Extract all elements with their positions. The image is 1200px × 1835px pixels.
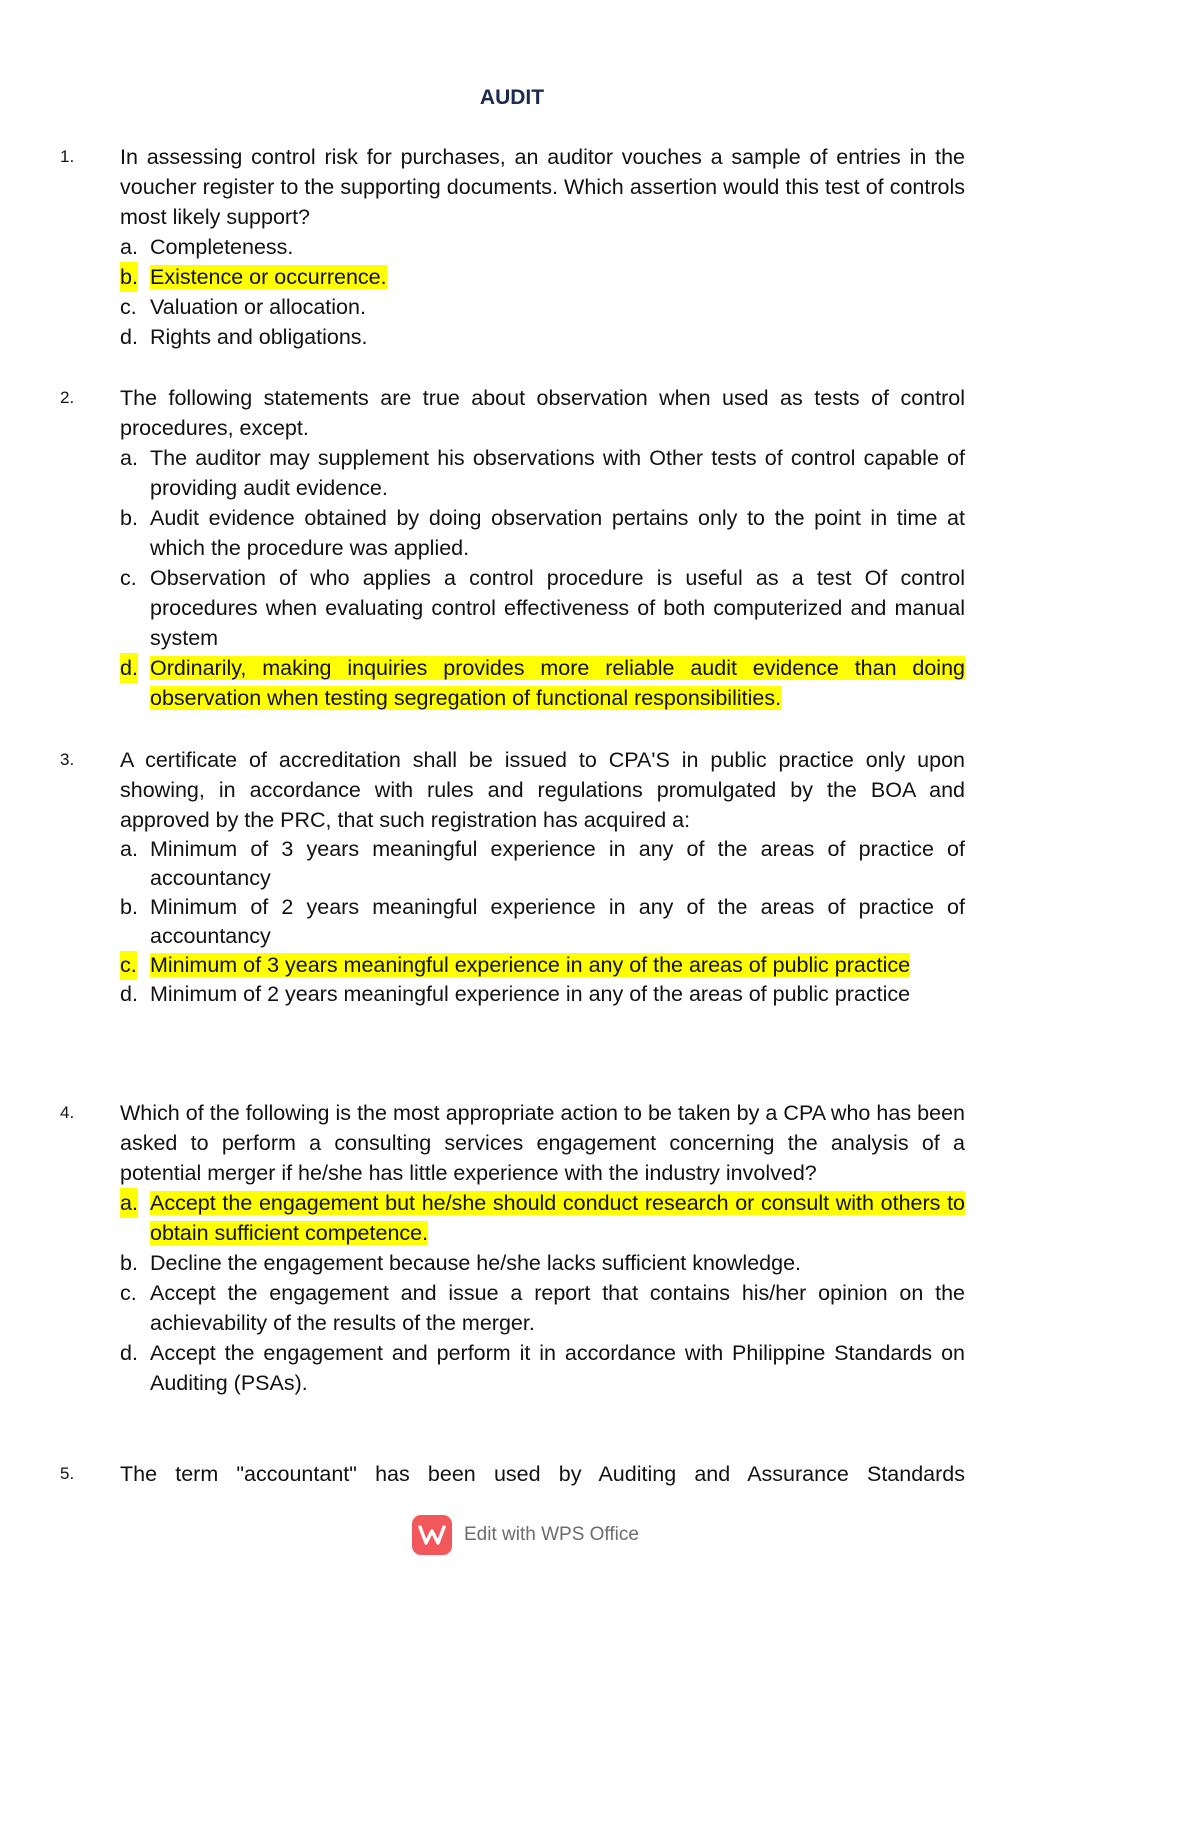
question-number: 2. <box>60 388 75 407</box>
wps-office-logo-icon <box>412 1515 452 1555</box>
question-number: 1. <box>60 147 75 166</box>
option-text: Decline the engagement because he/she lacks sufficient knowledge. <box>150 1251 801 1275</box>
wps-watermark <box>412 1515 639 1555</box>
option-c <box>120 1278 965 1338</box>
option-b <box>120 262 965 292</box>
option-letter: b. <box>120 1251 138 1275</box>
question-4 <box>120 1098 965 1398</box>
option-list <box>120 1188 965 1398</box>
option-b <box>120 893 965 951</box>
option-d <box>120 322 965 352</box>
option-letter: a. <box>120 446 138 470</box>
page-title: AUDIT <box>479 86 545 109</box>
option-letter: c. <box>120 566 137 590</box>
option-a <box>120 1188 965 1248</box>
option-letter: a. <box>120 1188 138 1218</box>
option-letter: c. <box>120 1281 137 1305</box>
option-a <box>120 443 965 503</box>
option-b <box>120 1248 965 1278</box>
question-text: The term "accountant" has been used by Auditing and Assurance Standards <box>120 1462 965 1486</box>
option-letter: a. <box>120 837 138 861</box>
option-text: Completeness. <box>150 235 294 259</box>
option-letter: b. <box>120 895 138 919</box>
option-list <box>120 835 965 1009</box>
option-letter: d. <box>120 653 138 683</box>
question-number: 5. <box>60 1464 75 1483</box>
question-text: In assessing control risk for purchases, an auditor vouches a sample of entries in the voucher register to the supporting documents. Which assertion would this test of controls most likely support? <box>120 145 965 229</box>
option-letter: c. <box>120 951 137 980</box>
option-text: The auditor may supplement his observations with Other tests of control capable of providing audit evidence. <box>150 446 965 500</box>
question-number: 4. <box>60 1103 75 1122</box>
question-2 <box>120 383 965 713</box>
option-letter: d. <box>120 325 138 349</box>
option-d <box>120 980 965 1009</box>
option-c <box>120 563 965 653</box>
option-letter: b. <box>120 262 138 292</box>
option-text-highlighted: Existence or occurrence. <box>150 265 387 289</box>
option-letter: d. <box>120 1341 138 1365</box>
option-text: Valuation or allocation. <box>150 295 366 319</box>
option-c <box>120 292 965 322</box>
option-text: Minimum of 2 years meaningful experience in any of the areas of public practice <box>150 982 911 1006</box>
question-text: A certificate of accreditation shall be issued to CPA'S in public practice only upon showing, in accordance with rules and regulations promulgated by the BOA and approved by the PRC, that such registration has acquired a: <box>120 748 965 832</box>
option-list <box>120 232 965 352</box>
option-text: Audit evidence obtained by doing observation pertains only to the point in time at which the procedure was applied. <box>150 506 965 560</box>
option-a <box>120 232 965 262</box>
option-text: Rights and obligations. <box>150 325 368 349</box>
option-c <box>120 951 965 980</box>
option-d <box>120 1338 965 1398</box>
option-text-highlighted: Ordinarily, making inquiries provides more reliable audit evidence than doing observation when testing segregation of functional responsibilities. <box>150 656 965 710</box>
option-letter: b. <box>120 506 138 530</box>
question-3 <box>120 745 965 1009</box>
option-text: Minimum of 3 years meaningful experience in any of the areas of practice of accountancy <box>150 837 965 890</box>
option-letter: c. <box>120 295 137 319</box>
question-1 <box>120 142 965 352</box>
option-text: Accept the engagement and issue a report that contains his/her opinion on the achievability of the results of the merger. <box>150 1281 965 1335</box>
option-list <box>120 443 965 713</box>
question-text: Which of the following is the most appropriate action to be taken by a CPA who has been asked to perform a consulting services engagement concerning the analysis of a potential merger if he/she has little experience with the industry involved? <box>120 1101 965 1185</box>
option-d <box>120 653 965 713</box>
watermark-label: Edit with WPS Office <box>464 1524 639 1545</box>
option-text-highlighted: Accept the engagement but he/she should conduct research or consult with others to obtain sufficient competence. <box>150 1191 965 1245</box>
option-text: Observation of who applies a control procedure is useful as a test Of control procedures when evaluating control effectiveness of both computerized and manual system <box>150 566 965 650</box>
question-number: 3. <box>60 750 75 769</box>
option-letter: d. <box>120 982 138 1006</box>
question-text: The following statements are true about observation when used as tests of control procedures, except. <box>120 386 965 440</box>
option-text-highlighted: Minimum of 3 years meaningful experience in any of the areas of public practice <box>150 953 911 977</box>
option-text: Minimum of 2 years meaningful experience in any of the areas of practice of accountancy <box>150 895 965 948</box>
option-a <box>120 835 965 893</box>
option-b <box>120 503 965 563</box>
option-text: Accept the engagement and perform it in accordance with Philippine Standards on Auditing (PSAs). <box>150 1341 965 1395</box>
option-letter: a. <box>120 235 138 259</box>
question-5 <box>120 1459 965 1489</box>
